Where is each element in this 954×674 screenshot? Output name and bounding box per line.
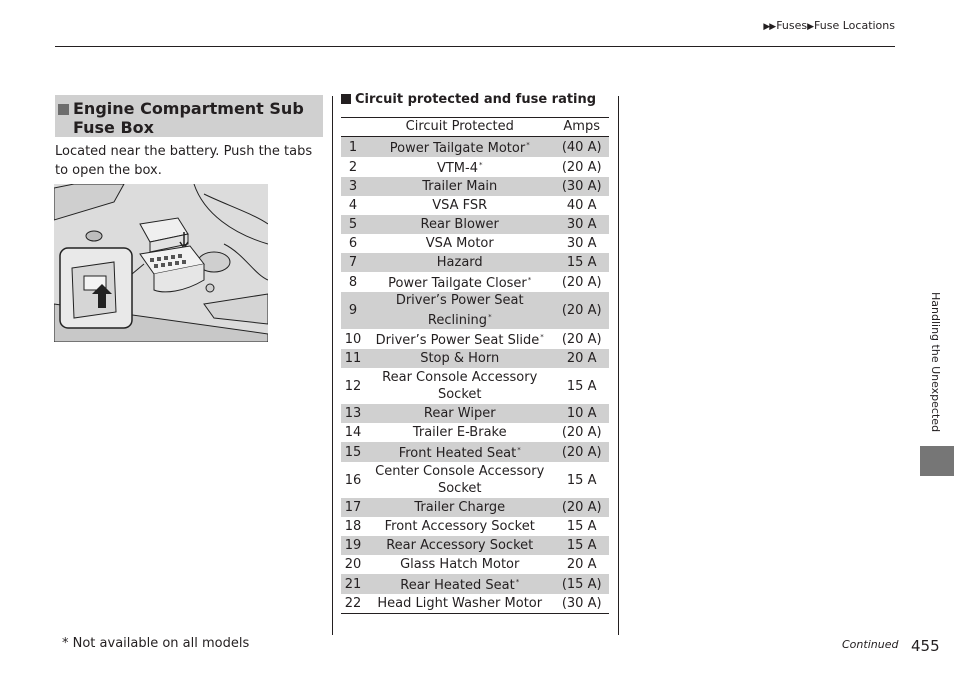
not-all-models-marker: * — [527, 276, 532, 284]
table-row — [341, 253, 609, 272]
section-heading-text: Engine Compartment Sub Fuse Box — [73, 99, 304, 137]
fuse-number: 13 — [341, 404, 365, 423]
table-row — [341, 442, 609, 462]
fuse-number: 1 — [341, 137, 365, 158]
not-all-models-marker: * — [478, 161, 483, 169]
not-all-models-marker: * — [540, 333, 544, 341]
fuse-number: 21 — [341, 574, 365, 594]
circuit-name: Rear Wiper — [423, 406, 496, 421]
circuit-name: Hazard — [436, 255, 483, 270]
circuit-cell — [365, 272, 554, 292]
circuit-name: VSA FSR — [432, 198, 488, 213]
circuit-cell — [365, 349, 554, 368]
amps-cell: 15 A — [566, 519, 597, 534]
table-row — [341, 536, 609, 555]
table-row — [341, 423, 609, 442]
circuit-cell — [365, 404, 554, 423]
circuit-cell — [365, 462, 554, 498]
fuse-number: 7 — [341, 253, 365, 272]
circuit-cell — [365, 234, 554, 253]
table-row — [341, 594, 609, 614]
circuit-cell — [365, 442, 554, 462]
column-divider — [332, 96, 333, 635]
table-row — [341, 349, 609, 368]
circuit-cell — [365, 215, 554, 234]
table-row — [341, 215, 609, 234]
fuse-table — [341, 117, 609, 614]
fuse-number: 3 — [341, 177, 365, 196]
table-row — [341, 404, 609, 423]
circuit-cell — [365, 498, 554, 517]
amps-cell: 30 A — [566, 236, 597, 251]
circuit-cell — [365, 137, 554, 158]
table-row — [341, 574, 609, 594]
breadcrumb-item[interactable]: Fuse Locations — [814, 19, 895, 32]
circuit-cell — [365, 423, 554, 442]
engine-compartment-illustration — [54, 184, 268, 342]
fuse-number: 19 — [341, 536, 365, 555]
not-all-models-marker: * — [488, 313, 492, 321]
table-row — [341, 137, 609, 158]
circuit-name: Trailer E-Brake — [412, 425, 507, 440]
table-row — [341, 177, 609, 196]
column-header-circuit: Circuit Protected — [365, 118, 554, 137]
amps-cell: 15 A — [554, 536, 609, 555]
circuit-cell — [365, 536, 554, 555]
amps-cell: 20 A — [566, 557, 597, 572]
circuit-name: Trailer Charge — [414, 500, 506, 515]
table-row — [341, 555, 609, 574]
fuse-number: 20 — [344, 557, 362, 572]
table-heading — [341, 92, 596, 107]
circuit-name: VSA Motor — [425, 236, 494, 251]
circuit-name: Rear Console Accessory Socket — [382, 370, 538, 402]
section-heading — [55, 95, 323, 137]
amps-cell: 40 A — [566, 198, 597, 213]
amps-cell: (20 A) — [561, 425, 602, 440]
fuse-number: 5 — [341, 215, 365, 234]
circuit-name: Rear Blower — [420, 217, 499, 232]
amps-cell: (20 A) — [561, 159, 602, 175]
circuit-name: Rear Accessory Socket — [386, 538, 534, 553]
circuit-name: Trailer Main — [422, 179, 498, 194]
amps-cell: (30 A) — [554, 594, 609, 614]
fuse-number: 16 — [344, 472, 362, 488]
fuse-box-diagram — [54, 184, 268, 342]
circuit-name: Head Light Washer Motor — [377, 596, 543, 611]
table-row — [341, 272, 609, 292]
circuit-cell — [365, 594, 554, 614]
circuit-cell — [365, 329, 554, 349]
circuit-name: Driver’s Power Seat Reclining — [395, 293, 524, 328]
table-row — [341, 196, 609, 215]
fuse-table-body — [341, 137, 609, 614]
fuse-number: 4 — [348, 198, 358, 213]
square-bullet-icon — [58, 104, 69, 115]
fuse-number: 18 — [344, 519, 362, 534]
amps-cell: 10 A — [554, 404, 609, 423]
circuit-name: Glass Hatch Motor — [400, 557, 520, 572]
circuit-cell — [365, 517, 554, 536]
footnote: * Not available on all models — [62, 636, 250, 651]
table-row — [341, 368, 609, 404]
circuit-name: Stop & Horn — [420, 351, 500, 366]
fuse-number: 8 — [348, 274, 358, 290]
amps-cell: (20 A) — [561, 331, 602, 347]
column-header-number — [341, 118, 365, 137]
fuse-number: 11 — [341, 349, 365, 368]
fuse-number: 15 — [341, 442, 365, 462]
circuit-cell — [365, 177, 554, 196]
circuit-name: Center Console Accessory Socket — [375, 464, 545, 496]
page-number: 455 — [911, 637, 940, 655]
header-rule — [55, 46, 895, 47]
circuit-name: Power Tailgate Motor — [389, 141, 526, 156]
amps-cell: (20 A) — [554, 498, 609, 517]
table-row — [341, 517, 609, 536]
table-row — [341, 292, 609, 329]
circuit-cell — [365, 157, 554, 177]
fuse-number: 12 — [344, 378, 362, 394]
amps-cell: 15 A — [566, 472, 597, 488]
fuse-number: 6 — [348, 236, 358, 251]
amps-cell: (20 A) — [554, 442, 609, 462]
fuse-number: 10 — [344, 331, 362, 347]
circuit-name: Driver’s Power Seat Slide — [375, 333, 540, 348]
section-intro: Located near the battery. Push the tabs to open the box. — [55, 144, 313, 178]
circuit-cell — [365, 253, 554, 272]
not-all-models-marker: * — [515, 578, 520, 586]
continued-label: Continued — [842, 638, 899, 651]
column-divider — [618, 96, 619, 635]
circuit-cell — [365, 574, 554, 594]
table-row — [341, 462, 609, 498]
amps-cell: 15 A — [554, 253, 609, 272]
breadcrumb-item[interactable]: Fuses — [776, 19, 808, 32]
table-row — [341, 498, 609, 517]
circuit-cell — [365, 368, 554, 404]
triangle-icon: ▶ — [807, 22, 814, 32]
side-tab-marker — [920, 446, 954, 476]
fuse-number: 14 — [344, 425, 362, 440]
circuit-name: Rear Heated Seat — [400, 578, 515, 593]
square-bullet-icon — [341, 94, 351, 104]
fuse-number: 22 — [341, 594, 365, 614]
amps-cell: (40 A) — [554, 137, 609, 158]
table-heading-text: Circuit protected and fuse rating — [355, 92, 597, 107]
not-all-models-marker: * — [526, 141, 530, 149]
amps-cell: 15 A — [566, 378, 597, 394]
circuit-name: Front Accessory Socket — [384, 519, 535, 534]
not-all-models-marker: * — [517, 446, 521, 454]
amps-cell: (30 A) — [554, 177, 609, 196]
breadcrumb — [763, 19, 895, 32]
circuit-cell — [365, 196, 554, 215]
amps-cell: 20 A — [554, 349, 609, 368]
table-row — [341, 329, 609, 349]
fuse-number: 9 — [341, 292, 365, 329]
circuit-name: Front Heated Seat — [398, 446, 517, 461]
side-tab-label[interactable]: Handling the Unexpected — [929, 292, 942, 433]
circuit-name: Power Tailgate Closer — [388, 276, 527, 291]
amps-cell: (20 A) — [561, 274, 602, 290]
table-row — [341, 157, 609, 177]
circuit-cell — [365, 292, 554, 329]
fuse-number: 2 — [348, 159, 358, 175]
double-triangle-icon: ▶▶ — [763, 22, 776, 32]
table-row — [341, 234, 609, 253]
fuse-number: 17 — [341, 498, 365, 517]
amps-cell: (15 A) — [554, 574, 609, 594]
column-header-amps: Amps — [554, 118, 609, 137]
table-header-row — [341, 118, 609, 137]
amps-cell: 30 A — [554, 215, 609, 234]
amps-cell: (20 A) — [554, 292, 609, 329]
circuit-cell — [365, 555, 554, 574]
circuit-name: VTM-4 — [436, 161, 478, 176]
